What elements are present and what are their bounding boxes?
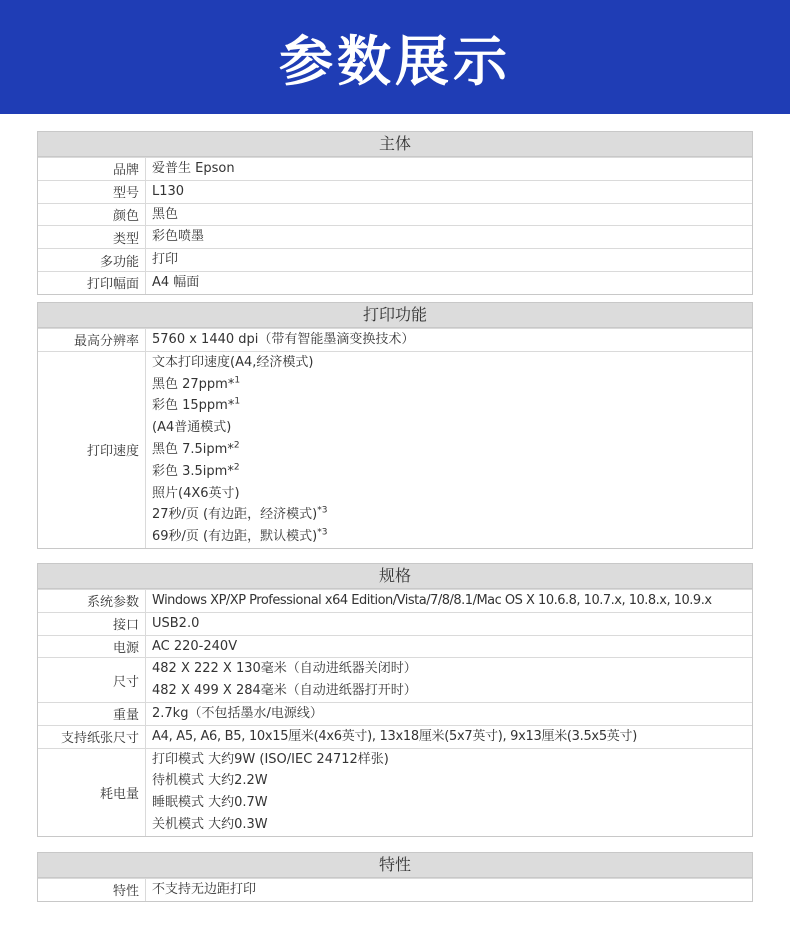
row-value-line: 彩色 15ppm*$^1$ [152,397,241,414]
row-label: 打印速度 [38,352,146,548]
table-row [38,589,752,612]
section-features [37,852,753,902]
row-value-line: 482 X 222 X 130毫米（自动进纸器关闭时） [152,661,417,677]
row-label: 最高分辨率 [38,329,146,351]
row-value-line: 黑色 27ppm*$^1$ [152,375,241,392]
header-banner [0,0,790,114]
table-row [38,725,752,748]
table-row [38,351,752,548]
section-body [37,131,753,295]
table-row [38,248,752,271]
table-row [38,878,752,901]
row-value: L130 [152,183,185,199]
row-value: USB2.0 [152,615,200,631]
table-row [38,748,752,836]
table-row [38,180,752,203]
table-row [38,657,752,702]
row-value-line: 69秒/页 (有边距，默认模式)$^{*3}$ [152,527,328,545]
row-value-line: (A4普通模式) [152,420,232,436]
section-heading: 特性 [38,853,752,878]
row-value: A4 幅面 [152,274,200,290]
table-row [38,702,752,725]
row-label: 多功能 [38,249,146,271]
row-value: 2.7kg（不包括墨水/电源线） [152,705,323,721]
row-label: 类型 [38,226,146,248]
row-label: 型号 [38,181,146,203]
section-heading: 打印功能 [38,303,752,328]
row-label: 重量 [38,703,146,725]
row-value: 爱普生 Epson [152,161,235,176]
row-label: 颜色 [38,204,146,226]
row-label: 耗电量 [38,749,146,836]
row-label: 品牌 [38,158,146,180]
row-label: 系统参数 [38,590,146,612]
row-label: 电源 [38,636,146,658]
row-value-line: 睡眠模式 大约0.7W [152,795,268,811]
row-value: 5760 x 1440 dpi（带有智能墨滴变换技术） [152,332,415,347]
row-value-line: 27秒/页 (有边距，经济模式)$^{*3}$ [152,506,328,523]
row-value: A4, A5, A6, B5, 10x15厘米(4x6英寸), 13x18厘米(5x7英寸), 9x13厘米(3.5x5英寸) [152,728,637,744]
table-row [38,203,752,226]
row-value-line: 文本打印速度(A4,经济模式) [152,354,314,370]
row-value-line: 照片(4X6英寸) [152,485,240,501]
row-value-line: 彩色 3.5ipm*$^2$ [152,462,240,479]
row-label: 尺寸 [38,658,146,702]
row-value: AC 220-240V [152,638,238,654]
row-value-line: 打印模式 大约9W (ISO/IEC 24712样张) [152,751,389,767]
row-value-line: 482 X 499 X 284毫米（自动进纸器打开时） [152,683,417,699]
row-value-line: 待机模式 大约2.2W [152,773,268,789]
row-value: Windows XP/XP Professional x64 Edition/Vista/7/8/8.1/Mac OS X 10.6.8, 10.7.x, 10.8.x, 10.9.x [152,593,712,608]
table-row [38,157,752,180]
table-row [38,225,752,248]
section-specs [37,563,753,837]
section-print-function [37,302,753,549]
section-heading: 规格 [38,564,752,589]
table-row [38,635,752,658]
row-value-line: 关机模式 大约0.3W [152,816,268,832]
row-value-line: 黑色 7.5ipm*$^2$ [152,440,240,457]
row-label: 打印幅面 [38,272,146,294]
table-row [38,328,752,351]
row-value: 打印 [152,252,179,268]
row-label: 接口 [38,613,146,635]
table-row [38,612,752,635]
section-heading: 主体 [38,132,752,157]
row-value: 彩色喷墨 [152,229,205,245]
page-title: 参数展示 [279,29,511,93]
row-label: 特性 [38,879,146,901]
row-label: 支持纸张尺寸 [38,726,146,748]
row-value: 黑色 [152,206,179,222]
row-value: 不支持无边距打印 [152,882,257,897]
table-row [38,271,752,294]
